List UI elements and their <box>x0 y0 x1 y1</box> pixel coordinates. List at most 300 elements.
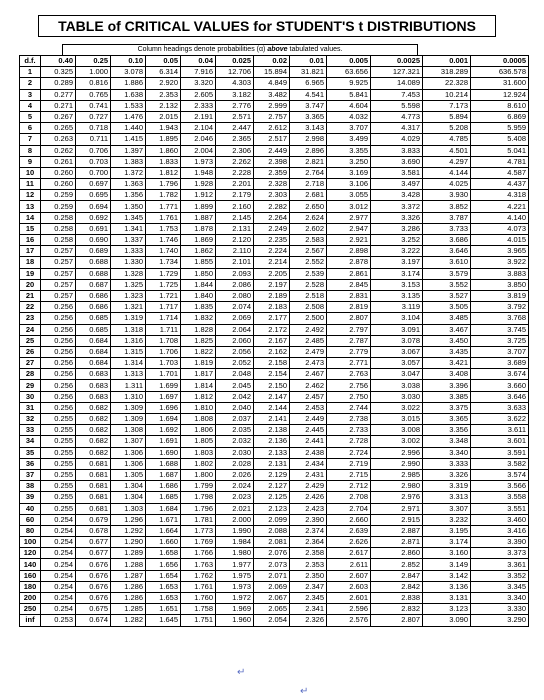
value-cell: 1.289 <box>111 548 146 559</box>
value-cell: 0.765 <box>76 89 111 100</box>
value-cell: 1.686 <box>146 481 181 492</box>
value-cell: 3.390 <box>471 537 529 548</box>
value-cell: 1.734 <box>146 257 181 268</box>
value-cell: 1.805 <box>181 436 216 447</box>
value-cell: 3.385 <box>423 391 471 402</box>
value-cell: 3.686 <box>423 235 471 246</box>
value-cell: 1.533 <box>111 100 146 111</box>
value-cell: 2.004 <box>181 145 216 156</box>
value-cell: 0.686 <box>76 302 111 313</box>
value-cell: 1.717 <box>146 302 181 313</box>
value-cell: 2.144 <box>254 402 290 413</box>
value-cell: 10.214 <box>423 89 471 100</box>
value-cell: 0.254 <box>41 537 76 548</box>
value-cell: 1.328 <box>111 268 146 279</box>
value-cell: 2.518 <box>290 290 327 301</box>
value-cell: 0.254 <box>41 570 76 581</box>
value-cell: 2.797 <box>327 324 371 335</box>
value-cell: 2.064 <box>216 324 254 335</box>
value-cell: 1.972 <box>216 593 254 604</box>
value-cell: 4.025 <box>423 179 471 190</box>
value-cell: 2.024 <box>216 481 254 492</box>
value-cell: 2.224 <box>254 246 290 257</box>
value-cell: 2.485 <box>290 335 327 346</box>
value-cell: 2.441 <box>290 436 327 447</box>
value-cell: 2.708 <box>327 492 371 503</box>
header-df: d.f. <box>20 56 41 67</box>
value-cell: 2.650 <box>290 201 327 212</box>
value-cell: 0.267 <box>41 111 76 122</box>
table-row <box>20 223 529 234</box>
value-cell: 0.676 <box>76 581 111 592</box>
caption-suffix: tabulated values. <box>289 46 343 53</box>
value-cell: 2.947 <box>327 223 371 234</box>
value-cell: 1.350 <box>111 201 146 212</box>
header-probability: 0.025 <box>216 56 254 67</box>
value-cell: 2.390 <box>290 514 327 525</box>
value-cell: 3.250 <box>327 156 371 167</box>
value-cell: 0.679 <box>76 514 111 525</box>
value-cell: 2.738 <box>327 414 371 425</box>
value-cell: 1.660 <box>146 537 181 548</box>
value-cell: 3.345 <box>471 581 529 592</box>
value-cell: 3.408 <box>423 369 471 380</box>
value-cell: 4.781 <box>471 156 529 167</box>
table-row <box>20 458 529 469</box>
value-cell: 2.214 <box>254 257 290 268</box>
df-cell: 160 <box>20 570 41 581</box>
header-probability: 0.001 <box>423 56 471 67</box>
value-cell: 2.080 <box>216 290 254 301</box>
df-cell: 15 <box>20 223 41 234</box>
value-cell: 1.762 <box>181 570 216 581</box>
value-cell: 0.697 <box>76 179 111 190</box>
value-cell: 3.633 <box>471 402 529 413</box>
value-cell: 1.812 <box>146 167 181 178</box>
value-cell: 2.733 <box>327 425 371 436</box>
value-cell: 2.763 <box>327 369 371 380</box>
value-cell: 2.032 <box>216 436 254 447</box>
value-cell: 5.598 <box>371 100 423 111</box>
value-cell: 0.682 <box>76 414 111 425</box>
value-cell: 3.485 <box>423 313 471 324</box>
value-cell: 2.138 <box>254 425 290 436</box>
value-cell: 1.687 <box>146 469 181 480</box>
value-cell: 3.373 <box>471 548 529 559</box>
value-cell: 0.686 <box>76 290 111 301</box>
value-cell: 2.980 <box>371 481 423 492</box>
value-cell: 2.328 <box>254 179 290 190</box>
value-cell: 1.796 <box>146 179 181 190</box>
value-cell: 4.297 <box>423 156 471 167</box>
value-cell: 1.802 <box>181 458 216 469</box>
table-row <box>20 436 529 447</box>
value-cell: 1.671 <box>146 514 181 525</box>
value-cell: 0.263 <box>41 134 76 145</box>
value-cell: 2.023 <box>216 492 254 503</box>
value-cell: 0.255 <box>41 414 76 425</box>
df-cell: 37 <box>20 469 41 480</box>
value-cell: 1.763 <box>181 559 216 570</box>
value-cell: 3.038 <box>371 380 423 391</box>
value-cell: 4.849 <box>254 78 290 89</box>
header-probability: 0.25 <box>76 56 111 67</box>
df-cell: 34 <box>20 436 41 447</box>
value-cell: 2.030 <box>216 447 254 458</box>
value-cell: 1.476 <box>111 111 146 122</box>
value-cell: 1.310 <box>111 391 146 402</box>
table-row <box>20 402 529 413</box>
value-cell: 3.286 <box>371 223 423 234</box>
value-cell: 318.289 <box>423 67 471 78</box>
value-cell: 3.482 <box>254 89 290 100</box>
value-cell: 3.922 <box>471 257 529 268</box>
value-cell: 1.690 <box>146 447 181 458</box>
value-cell: 2.065 <box>254 604 290 615</box>
value-cell: 2.567 <box>290 246 327 257</box>
value-cell: 2.842 <box>371 581 423 592</box>
value-cell: 3.674 <box>471 369 529 380</box>
value-cell: 3.396 <box>423 380 471 391</box>
value-cell: 0.255 <box>41 436 76 447</box>
df-cell: 40 <box>20 503 41 514</box>
value-cell: 0.688 <box>76 268 111 279</box>
value-cell: 1.835 <box>181 302 216 313</box>
value-cell: 2.517 <box>254 134 290 145</box>
value-cell: 2.831 <box>327 290 371 301</box>
value-cell: 3.355 <box>327 145 371 156</box>
value-cell: 2.183 <box>254 302 290 313</box>
value-cell: 0.685 <box>76 324 111 335</box>
header-probability: 0.01 <box>290 56 327 67</box>
value-cell: 5.408 <box>471 134 529 145</box>
value-cell: 3.174 <box>371 268 423 279</box>
value-cell: 1.973 <box>216 581 254 592</box>
df-cell: 7 <box>20 134 41 145</box>
value-cell: 4.437 <box>471 179 529 190</box>
value-cell: 0.257 <box>41 290 76 301</box>
value-cell: 2.035 <box>216 425 254 436</box>
value-cell: 14.089 <box>371 78 423 89</box>
value-cell: 2.539 <box>290 268 327 279</box>
value-cell: 2.074 <box>216 302 254 313</box>
value-cell: 3.149 <box>423 559 471 570</box>
value-cell: 2.052 <box>216 358 254 369</box>
value-cell: 0.256 <box>41 380 76 391</box>
value-cell: 1.860 <box>146 145 181 156</box>
value-cell: 1.654 <box>146 570 181 581</box>
value-cell: 1.287 <box>111 570 146 581</box>
df-cell: 2 <box>20 78 41 89</box>
value-cell: 1.975 <box>216 570 254 581</box>
value-cell: 4.029 <box>371 134 423 145</box>
value-cell: 1.656 <box>146 559 181 570</box>
value-cell: 1.415 <box>111 134 146 145</box>
value-cell: 4.073 <box>471 223 529 234</box>
df-cell: 22 <box>20 302 41 313</box>
value-cell: 1.296 <box>111 514 146 525</box>
df-cell: 19 <box>20 268 41 279</box>
value-cell: 2.042 <box>216 391 254 402</box>
value-cell: 3.078 <box>371 335 423 346</box>
value-cell: 2.154 <box>254 369 290 380</box>
value-cell: 1.943 <box>146 123 181 134</box>
value-cell: 2.508 <box>290 302 327 313</box>
value-cell: 636.578 <box>471 67 529 78</box>
value-cell: 1.696 <box>146 402 181 413</box>
value-cell: 0.262 <box>41 145 76 156</box>
table-title: TABLE of CRITICAL VALUES for STUDENT'S t DISTRIBUTIONS <box>38 15 496 37</box>
caption-bold: above <box>267 46 288 53</box>
header-probability: 0.40 <box>41 56 76 67</box>
value-cell: 0.677 <box>76 537 111 548</box>
value-cell: 2.492 <box>290 324 327 335</box>
value-cell: 0.255 <box>41 469 76 480</box>
df-cell: 27 <box>20 358 41 369</box>
value-cell: 1.311 <box>111 380 146 391</box>
value-cell: 1.318 <box>111 324 146 335</box>
value-cell: 2.552 <box>290 257 327 268</box>
value-cell: 2.060 <box>216 335 254 346</box>
value-cell: 1.306 <box>111 458 146 469</box>
table-row <box>20 302 529 313</box>
value-cell: 1.753 <box>146 223 181 234</box>
value-cell: 3.689 <box>471 358 529 369</box>
value-cell: 3.012 <box>327 201 371 212</box>
value-cell: 4.303 <box>216 78 254 89</box>
value-cell: 2.205 <box>254 268 290 279</box>
value-cell: 1.309 <box>111 414 146 425</box>
value-cell: 1.828 <box>181 324 216 335</box>
value-cell: 0.681 <box>76 481 111 492</box>
value-cell: 1.984 <box>216 537 254 548</box>
value-cell: 1.440 <box>111 123 146 134</box>
value-cell: 2.776 <box>216 100 254 111</box>
paragraph-mark: ↵ <box>237 667 246 678</box>
df-cell: 35 <box>20 447 41 458</box>
value-cell: 3.055 <box>327 190 371 201</box>
value-cell: 2.028 <box>216 458 254 469</box>
value-cell: 2.045 <box>216 380 254 391</box>
value-cell: 2.015 <box>146 111 181 122</box>
table-body <box>20 67 529 626</box>
value-cell: 1.822 <box>181 346 216 357</box>
value-cell: 2.162 <box>254 346 290 357</box>
df-cell: 60 <box>20 514 41 525</box>
value-cell: 0.257 <box>41 279 76 290</box>
value-cell: 2.076 <box>254 548 290 559</box>
value-cell: 12.924 <box>471 89 529 100</box>
value-cell: 0.688 <box>76 257 111 268</box>
value-cell: 0.700 <box>76 167 111 178</box>
value-cell: 2.141 <box>254 414 290 425</box>
value-cell: 2.158 <box>254 358 290 369</box>
value-cell: 3.030 <box>371 391 423 402</box>
value-cell: 3.372 <box>371 201 423 212</box>
value-cell: 4.587 <box>471 167 529 178</box>
df-cell: 200 <box>20 593 41 604</box>
value-cell: 2.048 <box>216 369 254 380</box>
value-cell: 2.571 <box>216 111 254 122</box>
value-cell: 1.651 <box>146 604 181 615</box>
value-cell: 2.099 <box>254 514 290 525</box>
value-cell: 1.855 <box>181 257 216 268</box>
value-cell: 1.878 <box>181 223 216 234</box>
value-cell: 2.449 <box>254 145 290 156</box>
value-cell: 2.920 <box>146 78 181 89</box>
header-probability: 0.02 <box>254 56 290 67</box>
value-cell: 2.744 <box>327 402 371 413</box>
value-cell: 3.002 <box>371 436 423 447</box>
value-cell: 5.041 <box>471 145 529 156</box>
value-cell: 3.467 <box>423 324 471 335</box>
value-cell: 3.057 <box>371 358 423 369</box>
value-cell: 0.682 <box>76 436 111 447</box>
value-cell: 0.682 <box>76 425 111 436</box>
value-cell: 1.895 <box>146 134 181 145</box>
value-cell: 2.127 <box>254 481 290 492</box>
value-cell: 3.833 <box>371 145 423 156</box>
value-cell: 2.129 <box>254 469 290 480</box>
value-cell: 3.197 <box>371 257 423 268</box>
value-cell: 1.711 <box>146 324 181 335</box>
value-cell: 1.721 <box>146 290 181 301</box>
value-cell: 2.821 <box>290 156 327 167</box>
value-cell: 2.264 <box>254 212 290 223</box>
value-cell: 1.928 <box>181 179 216 190</box>
value-cell: 3.965 <box>471 246 529 257</box>
value-cell: 2.073 <box>254 559 290 570</box>
value-cell: 0.254 <box>41 593 76 604</box>
df-cell: 29 <box>20 380 41 391</box>
value-cell: 0.682 <box>76 447 111 458</box>
value-cell: 3.690 <box>371 156 423 167</box>
table-row <box>20 145 529 156</box>
df-cell: 12 <box>20 190 41 201</box>
value-cell: 7.453 <box>371 89 423 100</box>
value-cell: 2.453 <box>290 402 327 413</box>
value-cell: 0.703 <box>76 156 111 167</box>
value-cell: 1.800 <box>181 469 216 480</box>
value-cell: 2.056 <box>216 346 254 357</box>
table-row <box>20 290 529 301</box>
value-cell: 0.690 <box>76 235 111 246</box>
value-cell: 2.333 <box>181 100 216 111</box>
value-cell: 3.611 <box>471 425 529 436</box>
value-cell: 0.256 <box>41 358 76 369</box>
value-cell: 2.160 <box>216 201 254 212</box>
value-cell: 0.254 <box>41 525 76 536</box>
value-cell: 1.658 <box>146 548 181 559</box>
value-cell: 2.787 <box>327 335 371 346</box>
value-cell: 2.467 <box>290 369 327 380</box>
value-cell: 2.977 <box>327 212 371 223</box>
value-cell: 1.844 <box>181 279 216 290</box>
df-cell: 31 <box>20 402 41 413</box>
value-cell: 2.026 <box>216 469 254 480</box>
value-cell: 1.303 <box>111 503 146 514</box>
value-cell: 2.341 <box>290 604 327 615</box>
table-row <box>20 391 529 402</box>
value-cell: 1.290 <box>111 537 146 548</box>
table-row <box>20 492 529 503</box>
value-cell: 3.333 <box>423 458 471 469</box>
value-cell: 1.337 <box>111 235 146 246</box>
value-cell: 0.683 <box>76 391 111 402</box>
value-cell: 0.289 <box>41 78 76 89</box>
value-cell: 2.602 <box>290 223 327 234</box>
df-cell: 28 <box>20 369 41 380</box>
value-cell: 0.684 <box>76 346 111 357</box>
value-cell: 6.314 <box>146 67 181 78</box>
df-cell: 13 <box>20 201 41 212</box>
value-cell: 1.397 <box>111 145 146 156</box>
df-cell: 38 <box>20 481 41 492</box>
value-cell: 0.682 <box>76 402 111 413</box>
value-cell: 0.256 <box>41 335 76 346</box>
value-cell: 0.254 <box>41 604 76 615</box>
value-cell: 31.821 <box>290 67 327 78</box>
value-cell: 1.305 <box>111 469 146 480</box>
value-cell: 1.761 <box>146 212 181 223</box>
value-cell: 2.345 <box>290 593 327 604</box>
value-cell: 3.131 <box>423 593 471 604</box>
value-cell: 2.756 <box>327 380 371 391</box>
value-cell: 1.887 <box>181 212 216 223</box>
value-cell: 3.707 <box>471 346 529 357</box>
value-cell: 2.438 <box>290 447 327 458</box>
value-cell: 2.088 <box>254 525 290 536</box>
paragraph-mark: ↵ <box>300 686 309 697</box>
df-cell: 30 <box>20 391 41 402</box>
value-cell: 2.605 <box>181 89 216 100</box>
value-cell: 1.850 <box>181 268 216 279</box>
value-cell: 2.601 <box>327 593 371 604</box>
df-cell: 80 <box>20 525 41 536</box>
value-cell: 2.999 <box>254 100 290 111</box>
value-cell: 0.256 <box>41 346 76 357</box>
value-cell: 2.086 <box>216 279 254 290</box>
value-cell: 1.321 <box>111 302 146 313</box>
df-cell: 10 <box>20 167 41 178</box>
value-cell: 1.319 <box>111 313 146 324</box>
value-cell: 2.718 <box>290 179 327 190</box>
value-cell: 2.898 <box>327 246 371 257</box>
value-cell: 2.145 <box>216 212 254 223</box>
value-cell: 3.566 <box>471 481 529 492</box>
value-cell: 2.147 <box>254 391 290 402</box>
value-cell: 1.817 <box>181 369 216 380</box>
value-cell: 2.607 <box>327 570 371 581</box>
value-cell: 2.576 <box>327 615 371 626</box>
value-cell: 1.812 <box>181 391 216 402</box>
value-cell: 0.741 <box>76 100 111 111</box>
value-cell: 0.254 <box>41 514 76 525</box>
value-cell: 2.861 <box>327 268 371 279</box>
value-cell: 3.646 <box>471 391 529 402</box>
table-row <box>20 604 529 615</box>
value-cell: 63.656 <box>327 67 371 78</box>
header-probability: 0.0005 <box>471 56 529 67</box>
value-cell: 3.232 <box>423 514 471 525</box>
value-cell: 0.677 <box>76 548 111 559</box>
df-cell: 8 <box>20 145 41 156</box>
value-cell: 3.646 <box>423 246 471 257</box>
value-cell: 2.845 <box>327 279 371 290</box>
value-cell: 0.711 <box>76 134 111 145</box>
df-cell: 24 <box>20 324 41 335</box>
value-cell: 3.160 <box>423 548 471 559</box>
